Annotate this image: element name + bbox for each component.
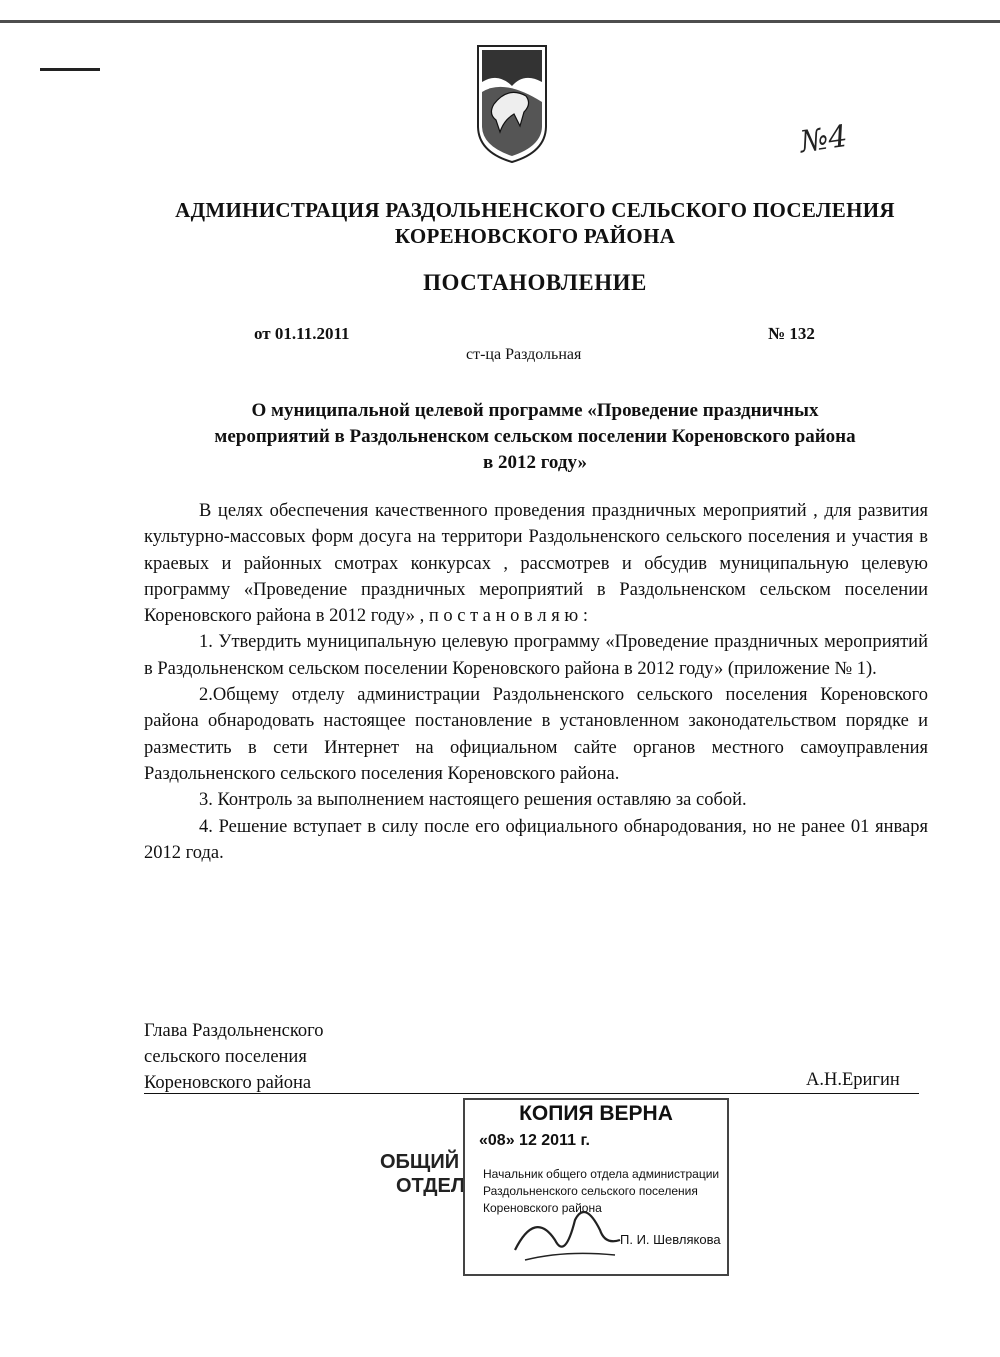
body-paragraph-4: 4. Решение вступает в силу после его официального обнародования, но не ранее 01 января 2012 года.: [144, 816, 928, 863]
stamp-line3: Кореновского района: [483, 1201, 602, 1215]
org-name-line2: КОРЕНОВСКОГО РАЙОНА: [394, 224, 676, 248]
title-line2: мероприятий в Раздольненском сельском поселении Кореновского района: [214, 426, 856, 447]
document-type: ПОСТАНОВЛЕНИЕ: [423, 270, 647, 295]
body-paragraph-preamble: В целях обеспечения качественного проведения праздничных мероприятий , для развития культурно-массовых форм досуга на территори Раздольненского сельского поселения и участия в краевых и районных смотрах конкурсах , рассмотрев и обсудив муниципальную целевую программу «Проведение праздничных мероприятий в Раздольненском сельском поселении Кореновского района в 2012 году» , п о с т а н о в л я ю :: [144, 501, 928, 627]
stamp-date: «08» 12 2011 г.: [479, 1132, 590, 1149]
body-paragraph-3: 3. Контроль за выполнением настоящего решения оставляю за собой.: [199, 790, 747, 811]
stamp-line1: Начальник общего отдела администрации: [483, 1167, 720, 1181]
coat-of-arms-icon: [474, 42, 550, 166]
seal-stamp: [340, 1150, 480, 1210]
seal-line2: ОТДЕЛ: [396, 1175, 465, 1197]
org-name-line1: АДМИНИСТРАЦИЯ РАЗДОЛЬНЕНСКОГО СЕЛЬСКОГО ПОСЕЛЕНИЯ: [175, 198, 895, 222]
signature-underline: [144, 1093, 919, 1094]
scan-edge-top: [0, 20, 1000, 23]
copy-verified-stamp: [463, 1098, 729, 1276]
stamp-title: КОПИЯ ВЕРНА: [519, 1102, 673, 1125]
body-paragraph-1: 1. Утвердить муниципальную целевую программу «Проведение праздничных мероприятий в Раздольненском сельском поселении Кореновского района в 2012 году» (приложение № 1).: [144, 632, 928, 679]
scan-mark-left: [40, 68, 100, 71]
handwritten-signature-icon: [505, 1200, 625, 1270]
document-number: № 132: [768, 324, 815, 343]
signature-block: [144, 1018, 324, 1096]
seal-line1: ОБЩИЙ: [380, 1151, 460, 1173]
document-title: [140, 398, 930, 476]
handwritten-note: №4: [797, 118, 850, 161]
title-line3: в 2012 году»: [483, 452, 587, 473]
document-body: [144, 498, 928, 866]
signature-line1: Глава Раздольненского: [144, 1021, 324, 1041]
body-paragraph-2: 2.Общему отделу администрации Раздольненского сельского поселения Кореновского района обнародовать настоящее постановление в установленном законодательством порядке и разместить в сети Интернет на официальном сайте органов местного самоуправления Раздольненского сельского поселения Кореновского района.: [144, 685, 928, 784]
signature-line2: сельского поселения: [144, 1047, 307, 1067]
stamp-person: П. И. Шевлякова: [620, 1232, 721, 1247]
stamp-line2: Раздольненского сельского поселения: [483, 1184, 698, 1198]
document-date: от 01.11.2011: [254, 324, 350, 343]
title-line1: О муниципальной целевой программе «Проведение праздничных: [251, 400, 819, 421]
signatory-name: А.Н.Еригин: [806, 1070, 900, 1090]
document-place: ст-ца Раздольная: [466, 346, 582, 363]
signature-line3: Кореновского района: [144, 1073, 312, 1093]
